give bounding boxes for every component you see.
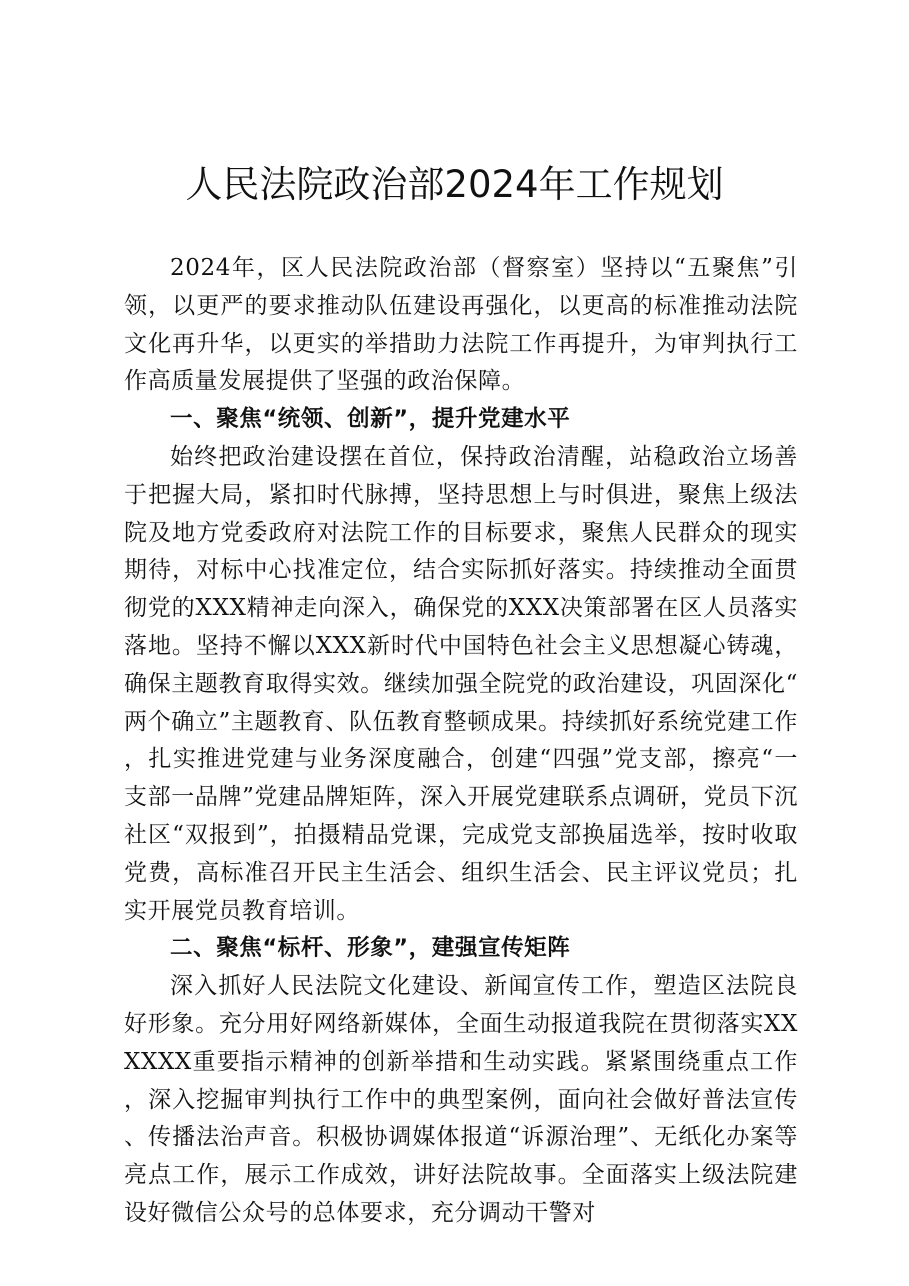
section-1-paragraph: 始终把政治建设摆在首位，保持政治清醒，站稳政治立场善于把握大局，紧扣时代脉搏，坚持思想上与时俱进，聚焦上级法院及地方党委政府对法院工作的目标要求，聚焦人民群众的现实期待，对标中心找准定位，结合实际抓好落实。持续推动全面贯彻党的XXX精神走向深入，确保党的XXX决策部署在区人员落实落地。坚持不懈以XXX新时代中国特色社会主义思想凝心铸魂，确保主题教育取得实效。继续加强全院党的政治建设，巩固深化“两个确立”主题教育、队伍教育整顿成果。持续抓好系统党建工作，扎实推进党建与业务深度融合，创建“四强”党支部，擦亮“一支部一品牌”党建品牌矩阵，深入开展党建联系点调研，党员下沉社区“双报到”，拍摄精品党课，完成党支部换届选举，按时收取党费，高标准召开民主生活会、组织生活会、民主评议党员；扎实开展党员教育培训。 — [124, 443, 798, 924]
section-1-heading: 一、聚焦“统领、创新”，提升党建水平 — [170, 406, 571, 433]
intro-paragraph: 2024年，区人民法院政治部（督察室）坚持以“五聚焦”引领，以更严的要求推动队伍建设再强化，以更高的标准推动法院文化再升华，以更实的举措助力法院工作再提升，为审判执行工作高质量发展提供了坚强的政治保障。 — [124, 255, 798, 395]
document-title: 人民法院政治部2024年工作规划 — [185, 163, 724, 206]
section-2-heading: 二、聚焦“标杆、形象”，建强宣传矩阵 — [170, 935, 571, 962]
section-2-paragraph: 深入抓好人民法院文化建设、新闻宣传工作，塑造区法院良好形象。充分用好网络新媒体，全面生动报道我院在贯彻落实XXXXXX重要指示精神的创新举措和生动实践。紧紧围绕重点工作，深入挖掘审判执行工作中的典型案例，面向社会做好普法宣传、传播法治声音。积极协调媒体报道“诉源治理”、无纸化办案等亮点工作，展示工作成效，讲好法院故事。全面落实上级法院建设好微信公众号的总体要求，充分调动干警对 — [124, 973, 798, 1226]
document-body — [124, 250, 798, 1233]
